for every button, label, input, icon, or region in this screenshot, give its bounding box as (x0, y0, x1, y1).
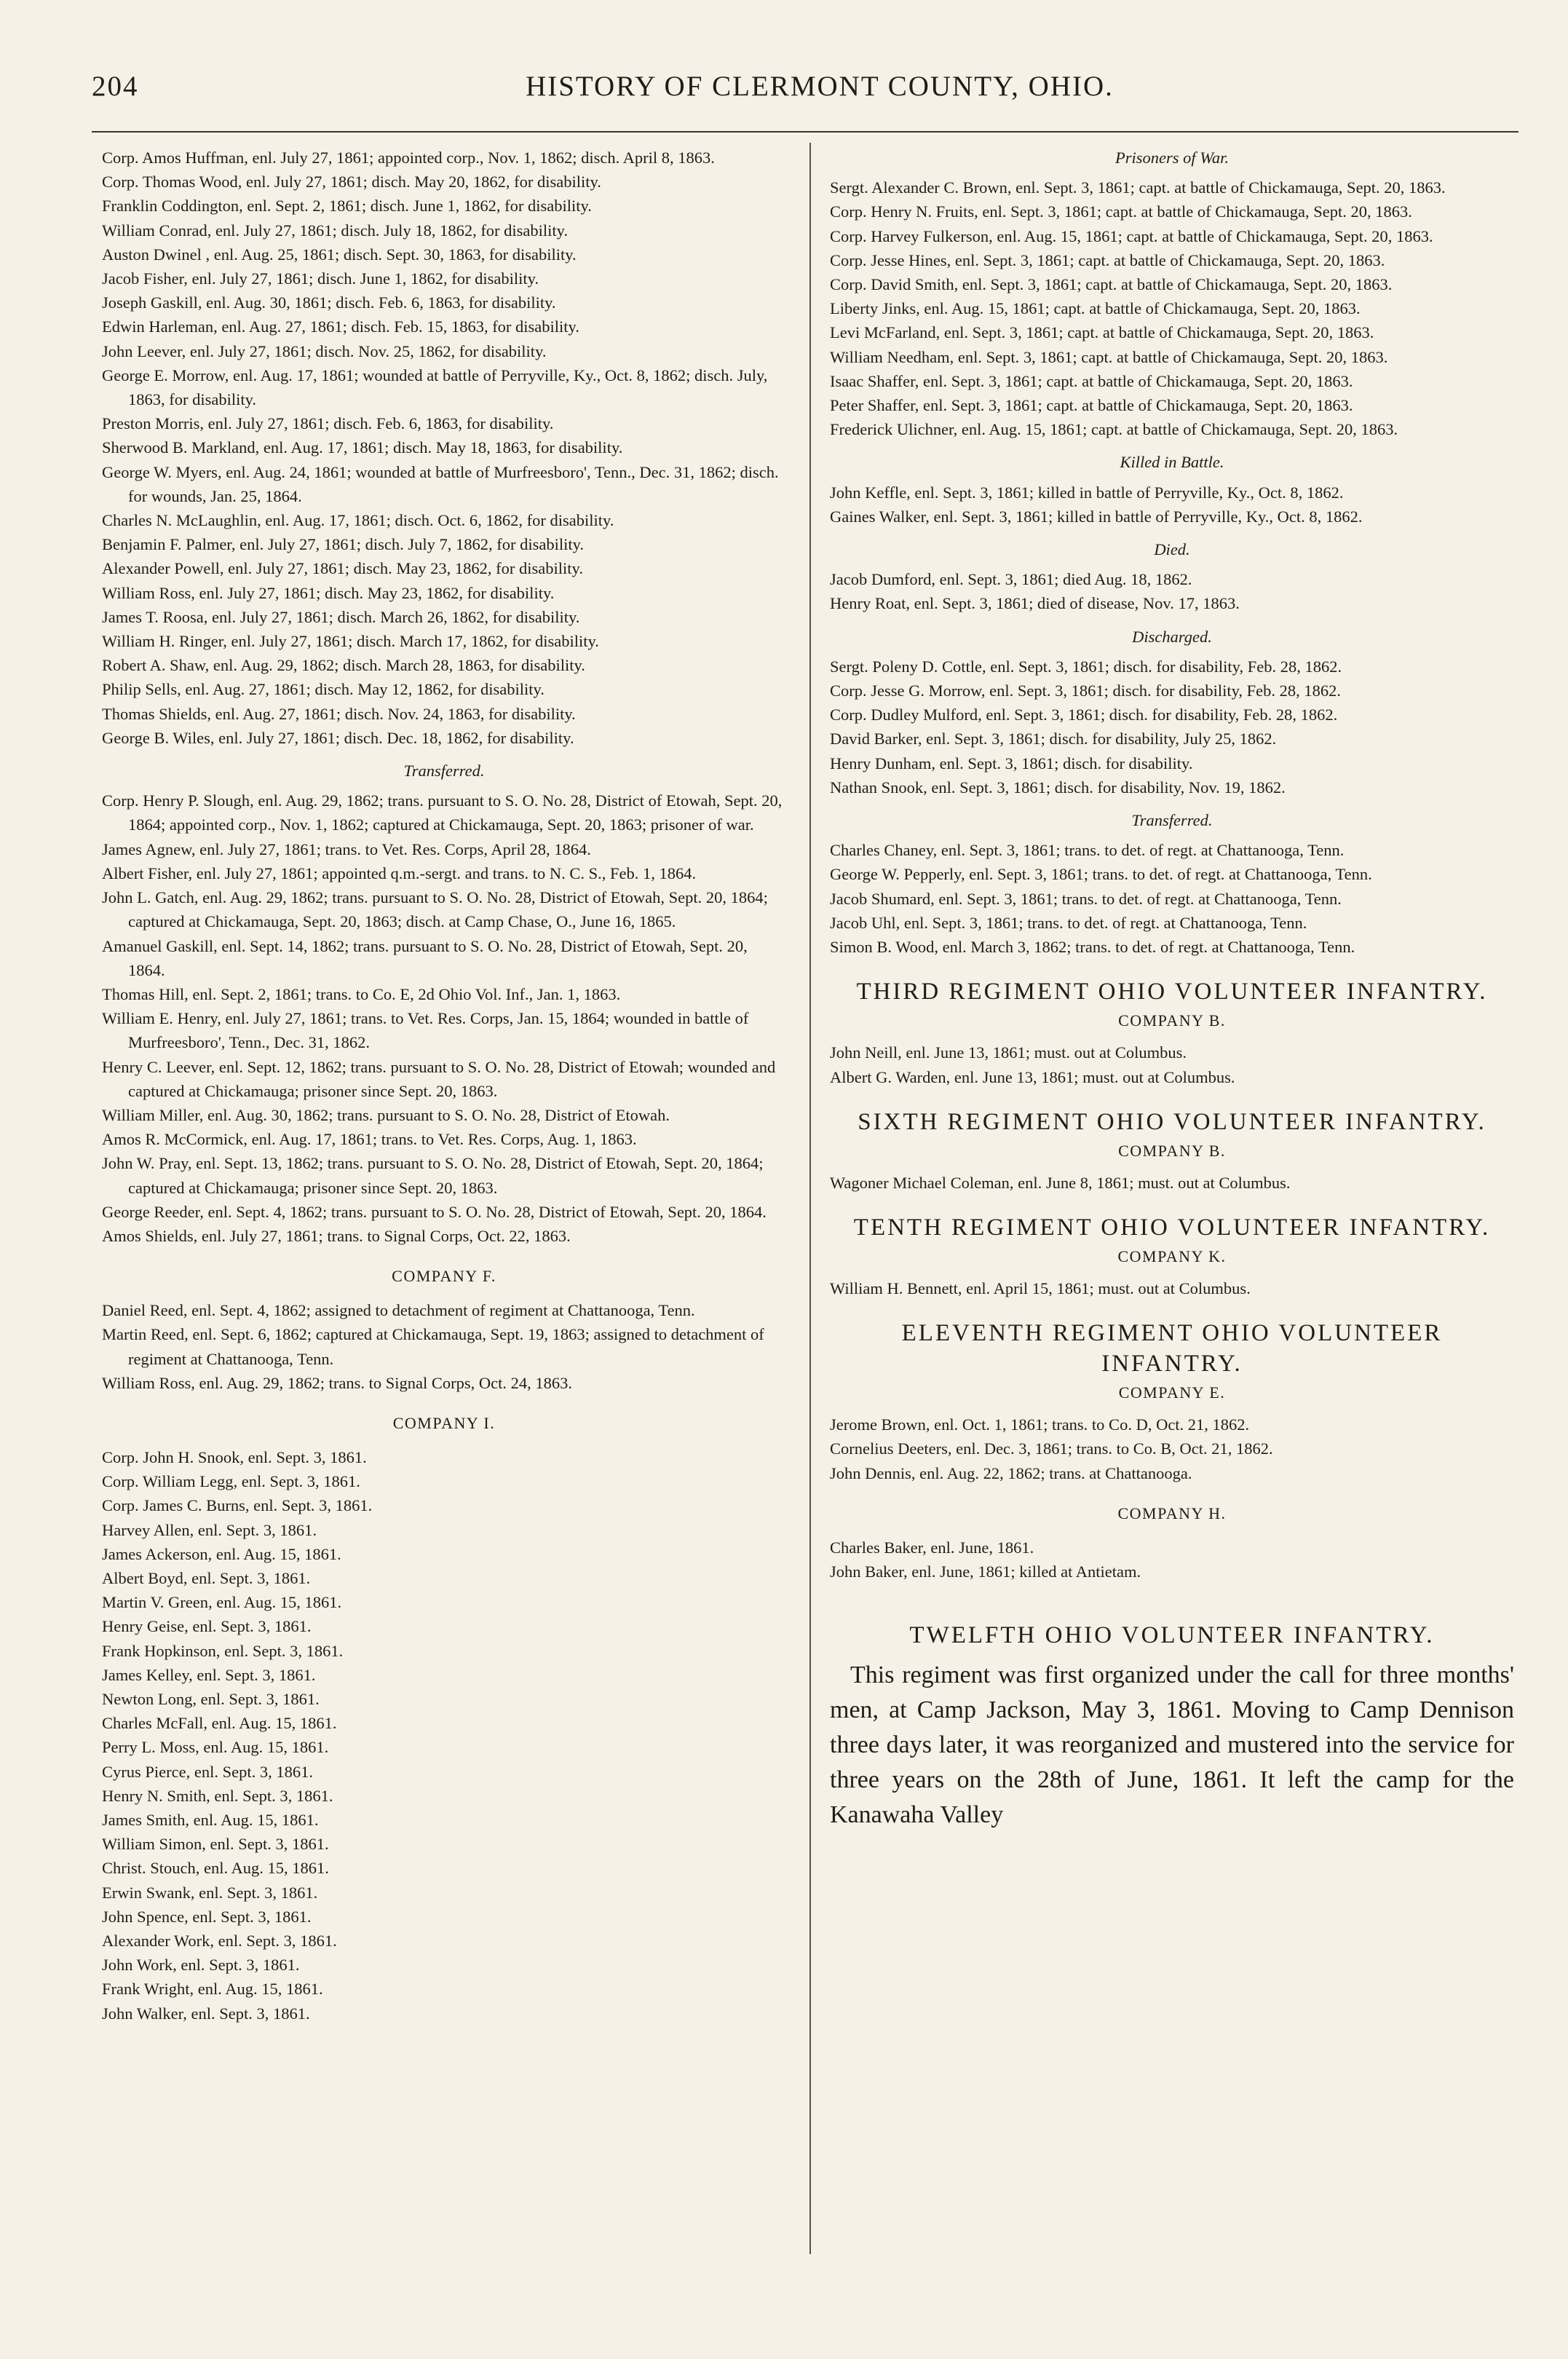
roster-entry: Corp. Henry N. Fruits, enl. Sept. 3, 1861; capt. at battle of Chickamauga, Sept. 20, 1863. (830, 202, 1412, 221)
roster-entry: Wagoner Michael Coleman, enl. June 8, 1861; must. out at Columbus. (830, 1173, 1291, 1192)
left-column (102, 146, 786, 2026)
roster-entry: Cyrus Pierce, enl. Sept. 3, 1861. (102, 1762, 313, 1781)
roster-entry: Amos R. McCormick, enl. Aug. 17, 1861; trans. to Vet. Res. Corps, Aug. 1, 1863. (102, 1130, 637, 1149)
roster-entry: John W. Pray, enl. Sept. 13, 1862; trans. pursuant to S. O. No. 28, District of Etowah, Sept. 20, 1864; captured at Chickamauga; prisoner since Sept. 20, 1863. (102, 1154, 764, 1197)
roster-entry: Henry C. Leever, enl. Sept. 12, 1862; trans. pursuant to S. O. No. 28, District of Etowah; wounded and captured at Chickamauga; prisoner since Sept. 20, 1863. (102, 1057, 776, 1100)
company-f-heading: COMPANY F. (392, 1267, 496, 1286)
roster-entry: John Baker, enl. June, 1861; killed at Antietam. (830, 1562, 1141, 1581)
transferred-heading-right: Transferred. (1131, 811, 1213, 830)
company-i-heading: COMPANY I. (392, 1413, 496, 1432)
roster-entry: Isaac Shaffer, enl. Sept. 3, 1861; capt. at battle of Chickamauga, Sept. 20, 1863. (830, 371, 1353, 390)
roster-entry: George W. Myers, enl. Aug. 24, 1861; wounded at battle of Murfreesboro', Tenn., Dec. 31, 1862; disch. for wounds, Jan. 25, 1864. (102, 462, 779, 505)
roster-entry: Perry L. Moss, enl. Aug. 15, 1861. (102, 1738, 329, 1757)
entries-company-i (102, 1445, 786, 2026)
prisoners-heading: Prisoners of War. (1114, 149, 1230, 167)
roster-entry: Corp. Thomas Wood, enl. July 27, 1861; disch. May 20, 1862, for disability. (102, 173, 601, 191)
right-column (830, 146, 1514, 1833)
page-header (92, 70, 1518, 114)
roster-entry: James Smith, enl. Aug. 15, 1861. (102, 1811, 319, 1829)
roster-entry: Albert G. Warden, enl. June 13, 1861; must. out at Columbus. (830, 1067, 1235, 1086)
entries-a (102, 146, 786, 750)
roster-entry: John Keffle, enl. Sept. 3, 1861; killed in battle of Perryville, Ky., Oct. 8, 1862. (830, 483, 1344, 502)
roster-entry: Thomas Hill, enl. Sept. 2, 1861; trans. to Co. E, 2d Ohio Vol. Inf., Jan. 1, 1863. (102, 984, 621, 1003)
roster-entry: Gaines Walker, enl. Sept. 3, 1861; killed in battle of Perryville, Ky., Oct. 8, 1862. (830, 507, 1363, 526)
roster-entry: Corp. Harvey Fulkerson, enl. Aug. 15, 1861; capt. at battle of Chickamauga, Sept. 20, 1863. (830, 226, 1433, 245)
roster-entry: Christ. Stouch, enl. Aug. 15, 1861. (102, 1859, 329, 1878)
roster-entry: George W. Pepperly, enl. Sept. 3, 1861; trans. to det. of regt. at Chattanooga, Tenn. (830, 865, 1372, 884)
roster-entry: John Neill, enl. June 13, 1861; must. out at Columbus. (830, 1043, 1187, 1062)
roster-entry: John Spence, enl. Sept. 3, 1861. (102, 1907, 312, 1926)
roster-entry: Albert Fisher, enl. July 27, 1861; appointed q.m.-sergt. and trans. to N. C. S., Feb. 1, 1864. (102, 864, 697, 882)
roster-entry: Martin V. Green, enl. Aug. 15, 1861. (102, 1593, 342, 1612)
twelfth-regiment-paragraph: This regiment was first organized under the call for three months' men, at Camp Jackson, May 3, 1861. Moving to Camp Dennison three days later, it was reorganized and mustered into the service for three years on the 28th of June, 1861. It left the camp for the Kanawaha Valley (830, 1661, 1514, 1829)
transferred-heading: Transferred. (403, 762, 485, 781)
roster-entry: Jerome Brown, enl. Oct. 1, 1861; trans. to Co. D, Oct. 21, 1862. (830, 1415, 1250, 1434)
died-heading: Died. (1154, 540, 1190, 559)
roster-entry: Edwin Harleman, enl. Aug. 27, 1861; disch. Feb. 15, 1863, for disability. (102, 317, 579, 336)
roster-entry: William H. Bennett, enl. April 15, 1861; must. out at Columbus. (830, 1279, 1251, 1297)
entries-killed (830, 481, 1514, 529)
roster-entry: Franklin Coddington, enl. Sept. 2, 1861; disch. June 1, 1862, for disability. (102, 197, 592, 216)
entries-discharged (830, 655, 1514, 799)
roster-entry: Liberty Jinks, enl. Aug. 15, 1861; capt. at battle of Chickamauga, Sept. 20, 1863. (830, 299, 1361, 318)
roster-entry: Corp. Dudley Mulford, enl. Sept. 3, 1861; disch. for disability, Feb. 28, 1862. (830, 706, 1338, 724)
roster-entry: Robert A. Shaw, enl. Aug. 29, 1862; disch. March 28, 1863, for disability. (102, 656, 585, 675)
roster-entry: Jacob Fisher, enl. July 27, 1861; disch. June 1, 1862, for disability. (102, 269, 539, 288)
roster-entry: Charles Chaney, enl. Sept. 3, 1861; trans. to det. of regt. at Chattanooga, Tenn. (830, 841, 1345, 860)
roster-entry: Philip Sells, enl. Aug. 27, 1861; disch. May 12, 1862, for disability. (102, 680, 545, 699)
roster-entry: Sergt. Poleny D. Cottle, enl. Sept. 3, 1861; disch. for disability, Feb. 28, 1862. (830, 657, 1342, 676)
roster-entry: Simon B. Wood, enl. March 3, 1862; trans. to det. of regt. at Chattanooga, Tenn. (830, 938, 1355, 957)
roster-entry: Alexander Work, enl. Sept. 3, 1861. (102, 1932, 337, 1951)
roster-entry: William H. Ringer, enl. July 27, 1861; disch. March 17, 1862, for disability. (102, 632, 599, 651)
eleventh-regiment-title: ELEVENTH REGIMENT OHIO VOLUNTEER INFANTRY. (901, 1320, 1443, 1378)
roster-entry: Preston Morris, enl. July 27, 1861; disch. Feb. 6, 1863, for disability. (102, 414, 554, 433)
roster-entry: Corp. David Smith, enl. Sept. 3, 1861; capt. at battle of Chickamauga, Sept. 20, 1863. (830, 275, 1393, 294)
column-divider (809, 143, 811, 2254)
roster-entry: Corp. Jesse Hines, enl. Sept. 3, 1861; capt. at battle of Chickamauga, Sept. 20, 1863. (830, 250, 1385, 269)
eleventh-regiment-entries-e (830, 1412, 1514, 1485)
sixth-regiment-company: COMPANY B. (1118, 1141, 1226, 1160)
sixth-regiment-entries (830, 1171, 1514, 1195)
roster-entry: Amanuel Gaskill, enl. Sept. 14, 1862; trans. pursuant to S. O. No. 28, District of Etowah, Sept. 20, 1864. (102, 936, 748, 979)
eleventh-regiment-company-h: COMPANY H. (1117, 1503, 1227, 1522)
roster-entry: Corp. Henry P. Slough, enl. Aug. 29, 1862; trans. pursuant to S. O. No. 28, District of Etowah, Sept. 20, 1864; appointed corp., Nov. 1, 1862; captured at Chickamauga, Sept. 20, 1863; prisoner of war. (102, 791, 783, 834)
entries-company-f (102, 1298, 786, 1395)
entries-transferred (102, 789, 786, 1248)
roster-entry: Levi McFarland, enl. Sept. 3, 1861; capt. at battle of Chickamauga, Sept. 20, 1863. (830, 323, 1374, 342)
running-title: HISTORY OF CLERMONT COUNTY, OHIO. (526, 71, 1114, 102)
roster-entry: Corp. William Legg, enl. Sept. 3, 1861. (102, 1472, 360, 1491)
roster-entry: Thomas Shields, enl. Aug. 27, 1861; disch. Nov. 24, 1863, for disability. (102, 704, 576, 723)
entries-died (830, 567, 1514, 615)
roster-entry: John Work, enl. Sept. 3, 1861. (102, 1956, 300, 1975)
roster-entry: Albert Boyd, enl. Sept. 3, 1861. (102, 1568, 311, 1587)
roster-entry: Corp. James C. Burns, enl. Sept. 3, 1861. (102, 1496, 373, 1515)
tenth-regiment-title: TENTH REGIMENT OHIO VOLUNTEER INFANTRY. (853, 1214, 1491, 1241)
roster-entry: Erwin Swank, enl. Sept. 3, 1861. (102, 1883, 318, 1902)
roster-entry: William Miller, enl. Aug. 30, 1862; trans. pursuant to S. O. No. 28, District of Etowah. (102, 1105, 670, 1124)
roster-entry: Nathan Snook, enl. Sept. 3, 1861; disch. for disability, Nov. 19, 1862. (830, 778, 1286, 797)
sixth-regiment-title: SIXTH REGIMENT OHIO VOLUNTEER INFANTRY. (858, 1108, 1486, 1135)
roster-entry: Henry N. Smith, enl. Sept. 3, 1861. (102, 1786, 333, 1805)
roster-entry: Corp. Amos Huffman, enl. July 27, 1861; appointed corp., Nov. 1, 1862; disch. April 8, 1863. (102, 149, 715, 167)
roster-entry: Jacob Uhl, enl. Sept. 3, 1861; trans. to det. of regt. at Chattanooga, Tenn. (830, 913, 1307, 932)
roster-entry: Cornelius Deeters, enl. Dec. 3, 1861; trans. to Co. B, Oct. 21, 1862. (830, 1439, 1273, 1458)
roster-entry: Henry Dunham, enl. Sept. 3, 1861; disch. for disability. (830, 754, 1193, 772)
roster-entry: David Barker, enl. Sept. 3, 1861; disch. for disability, July 25, 1862. (830, 730, 1277, 748)
roster-entry: James Kelley, enl. Sept. 3, 1861. (102, 1665, 316, 1684)
roster-entry: Frank Wright, enl. Aug. 15, 1861. (102, 1980, 323, 1999)
roster-entry: Charles N. McLaughlin, enl. Aug. 17, 1861; disch. Oct. 6, 1862, for disability. (102, 511, 614, 530)
roster-entry: William E. Henry, enl. July 27, 1861; trans. to Vet. Res. Corps, Jan. 15, 1864; wounded in battle of Murfreesboro', Tenn., Dec. 31, 1862. (102, 1009, 749, 1052)
roster-entry: John Leever, enl. July 27, 1861; disch. Nov. 25, 1862, for disability. (102, 341, 547, 360)
roster-entry: Charles Baker, enl. June, 1861. (830, 1538, 1034, 1557)
roster-entry: James T. Roosa, enl. July 27, 1861; disch. March 26, 1862, for disability. (102, 607, 580, 626)
roster-entry: Corp. Jesse G. Morrow, enl. Sept. 3, 1861; disch. for disability, Feb. 28, 1862. (830, 681, 1342, 700)
killed-heading: Killed in Battle. (1120, 453, 1224, 472)
roster-entry: Sergt. Alexander C. Brown, enl. Sept. 3, 1861; capt. at battle of Chickamauga, Sept. 20, 1863. (830, 178, 1446, 197)
page-number: 204 (92, 71, 139, 102)
roster-entry: William Simon, enl. Sept. 3, 1861. (102, 1835, 329, 1854)
roster-entry: George Reeder, enl. Sept. 4, 1862; trans. pursuant to S. O. No. 28, District of Etowah, Sept. 20, 1864. (102, 1202, 767, 1221)
tenth-regiment-company: COMPANY K. (1117, 1246, 1227, 1265)
roster-entry: John Walker, enl. Sept. 3, 1861. (102, 2004, 310, 2023)
third-regiment-title: THIRD REGIMENT OHIO VOLUNTEER INFANTRY. (856, 979, 1488, 1005)
entries-prisoners (830, 175, 1514, 441)
roster-entry: Daniel Reed, enl. Sept. 4, 1862; assigned to detachment of regiment at Chattanooga, Tenn. (102, 1301, 695, 1320)
roster-entry: Auston Dwinel , enl. Aug. 25, 1861; disch. Sept. 30, 1863, for disability. (102, 245, 577, 264)
roster-entry: Joseph Gaskill, enl. Aug. 30, 1861; disch. Feb. 6, 1863, for disability. (102, 293, 556, 312)
roster-entry: William Ross, enl. July 27, 1861; disch. May 23, 1862, for disability. (102, 583, 555, 602)
roster-entry: John L. Gatch, enl. Aug. 29, 1862; trans. pursuant to S. O. No. 28, District of Etowah, Sept. 20, 1864; captured at Chickamauga, Sept. 20, 1863; disch. at Camp Chase, O., June 16, 1865. (102, 888, 768, 931)
roster-entry: William Ross, enl. Aug. 29, 1862; trans. to Signal Corps, Oct. 24, 1863. (102, 1373, 572, 1392)
roster-entry: Jacob Shumard, enl. Sept. 3, 1861; trans. to det. of regt. at Chattanooga, Tenn. (830, 889, 1342, 908)
roster-entry: Corp. John H. Snook, enl. Sept. 3, 1861. (102, 1447, 367, 1466)
discharged-heading: Discharged. (1132, 627, 1212, 646)
roster-entry: George E. Morrow, enl. Aug. 17, 1861; wounded at battle of Perryville, Ky., Oct. 8, 1862; disch. July, 1863, for disability. (102, 365, 768, 409)
tenth-regiment-entries (830, 1276, 1514, 1300)
roster-entry: John Dennis, enl. Aug. 22, 1862; trans. at Chattanooga. (830, 1463, 1192, 1482)
roster-entry: Benjamin F. Palmer, enl. July 27, 1861; disch. July 7, 1862, for disability. (102, 535, 585, 554)
roster-entry: Harvey Allen, enl. Sept. 3, 1861. (102, 1520, 317, 1539)
header-rule (92, 131, 1518, 133)
third-regiment-entries (830, 1040, 1514, 1088)
roster-entry: Amos Shields, enl. July 27, 1861; trans. to Signal Corps, Oct. 22, 1863. (102, 1226, 571, 1245)
roster-entry: Jacob Dumford, enl. Sept. 3, 1861; died Aug. 18, 1862. (830, 570, 1192, 589)
roster-entry: Charles McFall, enl. Aug. 15, 1861. (102, 1714, 337, 1733)
roster-entry: James Ackerson, enl. Aug. 15, 1861. (102, 1544, 341, 1563)
roster-entry: Peter Shaffer, enl. Sept. 3, 1861; capt. at battle of Chickamauga, Sept. 20, 1863. (830, 396, 1353, 415)
twelfth-regiment-title: TWELFTH OHIO VOLUNTEER INFANTRY. (909, 1622, 1435, 1649)
roster-entry: James Agnew, enl. July 27, 1861; trans. to Vet. Res. Corps, April 28, 1864. (102, 839, 591, 858)
roster-entry: Frederick Ulichner, enl. Aug. 15, 1861; capt. at battle of Chickamauga, Sept. 20, 1863. (830, 420, 1398, 439)
eleventh-regiment-company-e: COMPANY E. (1118, 1383, 1226, 1402)
roster-entry: William Needham, enl. Sept. 3, 1861; capt. at battle of Chickamauga, Sept. 20, 1863. (830, 347, 1388, 366)
eleventh-regiment-entries-h (830, 1536, 1514, 1584)
roster-entry: Martin Reed, enl. Sept. 6, 1862; captured at Chickamauga, Sept. 19, 1863; assigned to detachment of regiment at Chattanooga, Tenn. (102, 1325, 764, 1368)
entries-transferred-right (830, 838, 1514, 959)
roster-entry: Alexander Powell, enl. July 27, 1861; disch. May 23, 1862, for disability. (102, 559, 583, 578)
roster-entry: Henry Roat, enl. Sept. 3, 1861; died of disease, Nov. 17, 1863. (830, 594, 1240, 613)
roster-entry: Sherwood B. Markland, enl. Aug. 17, 1861; disch. May 18, 1863, for disability. (102, 438, 623, 457)
roster-entry: Henry Geise, enl. Sept. 3, 1861. (102, 1617, 312, 1636)
third-regiment-company: COMPANY B. (1118, 1011, 1226, 1030)
roster-entry: George B. Wiles, enl. July 27, 1861; disch. Dec. 18, 1862, for disability. (102, 728, 574, 747)
roster-entry: Newton Long, enl. Sept. 3, 1861. (102, 1689, 320, 1708)
roster-entry: Frank Hopkinson, enl. Sept. 3, 1861. (102, 1641, 344, 1660)
roster-entry: William Conrad, enl. July 27, 1861; disch. July 18, 1862, for disability. (102, 221, 569, 240)
